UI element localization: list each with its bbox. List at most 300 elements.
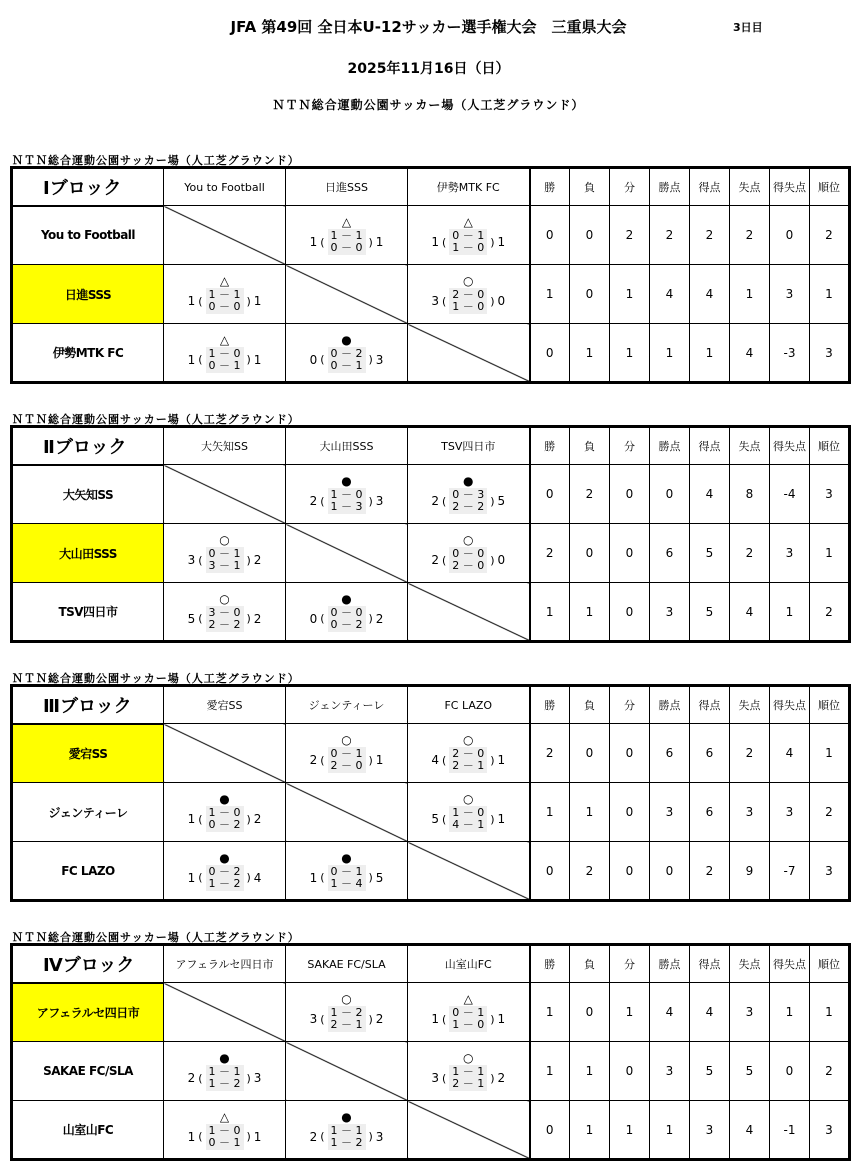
match-result bbox=[164, 333, 285, 373]
stat-value: 1 bbox=[610, 1101, 650, 1160]
score-total-right: 1 bbox=[375, 235, 384, 249]
score-total-left: 1 bbox=[309, 235, 318, 249]
header-team-name: 日進SSS bbox=[286, 168, 408, 206]
table-row bbox=[12, 206, 850, 265]
stat-value: 2 bbox=[690, 206, 730, 265]
stat-header: 得失点 bbox=[770, 945, 810, 983]
score-total-right: 3 bbox=[375, 494, 384, 508]
score-line bbox=[188, 806, 262, 832]
first-half-score: 0 － 3 bbox=[452, 488, 485, 501]
score-total-left: 0 bbox=[309, 352, 318, 367]
diagonal-cell bbox=[164, 206, 286, 265]
block-venue-label: ＮＴＮ総合運動公園サッカー場（人工芝グラウンド） bbox=[12, 413, 300, 426]
stat-value: 1 bbox=[610, 324, 650, 383]
first-half-score: 0 － 1 bbox=[330, 747, 363, 760]
first-half-score: 1 － 1 bbox=[208, 288, 241, 301]
half-scores bbox=[328, 347, 366, 373]
match-result bbox=[408, 992, 529, 1032]
block-table-4 bbox=[10, 943, 851, 1161]
diagonal-cell bbox=[164, 983, 286, 1042]
match-cell bbox=[408, 265, 530, 324]
first-half-score: 1 － 0 bbox=[330, 488, 363, 501]
stat-value: 9 bbox=[730, 842, 770, 901]
stat-header: 負 bbox=[570, 168, 610, 206]
stat-value: 3 bbox=[730, 983, 770, 1042]
score-total-left: 3 bbox=[309, 1012, 318, 1026]
match-cell bbox=[286, 724, 408, 783]
score-total-right: 3 bbox=[375, 1129, 384, 1144]
score-total-right: 1 bbox=[497, 235, 506, 249]
paren-open: ( bbox=[441, 494, 447, 508]
stat-value: 1 bbox=[530, 783, 570, 842]
paren-open: ( bbox=[320, 235, 325, 249]
stat-value: 5 bbox=[690, 1042, 730, 1101]
score-total-right: 4 bbox=[253, 870, 262, 885]
second-half-score: 2 － 2 bbox=[208, 617, 241, 631]
stat-header: 順位 bbox=[810, 427, 850, 465]
diagonal-cell bbox=[408, 1101, 530, 1160]
first-half-score: 1 － 0 bbox=[452, 806, 485, 819]
first-half-score: 1 － 1 bbox=[330, 1123, 363, 1137]
stat-value: 1 bbox=[690, 324, 730, 383]
diagonal-cell bbox=[408, 324, 530, 383]
match-cell bbox=[286, 842, 408, 901]
result-mark: ○ bbox=[219, 591, 230, 606]
stat-value: 1 bbox=[810, 983, 850, 1042]
team-name: FC LAZO bbox=[12, 842, 164, 901]
half-scores bbox=[449, 806, 487, 832]
paren-close: ) bbox=[368, 753, 373, 767]
paren-open: ( bbox=[441, 812, 447, 826]
stat-value: 3 bbox=[770, 783, 810, 842]
second-half-score: 0 － 1 bbox=[208, 358, 241, 372]
paren-close: ) bbox=[246, 812, 251, 826]
result-mark: ● bbox=[341, 332, 352, 347]
result-mark: ● bbox=[463, 474, 474, 488]
score-line bbox=[310, 347, 384, 373]
result-mark: ○ bbox=[341, 992, 352, 1006]
paren-open: ( bbox=[441, 553, 447, 567]
header-team-name: FC LAZO bbox=[408, 686, 530, 724]
stat-value: 4 bbox=[690, 465, 730, 524]
paren-close: ) bbox=[246, 553, 251, 567]
match-result bbox=[164, 592, 285, 632]
match-cell bbox=[164, 583, 286, 642]
stat-value: 0 bbox=[610, 1042, 650, 1101]
stat-value: 3 bbox=[770, 265, 810, 324]
stat-header: 勝点 bbox=[650, 427, 690, 465]
stat-value: 0 bbox=[530, 842, 570, 901]
team-name: SAKAE FC/SLA bbox=[12, 1042, 164, 1101]
result-mark: △ bbox=[341, 215, 352, 229]
match-cell bbox=[164, 324, 286, 383]
stat-value: 0 bbox=[610, 465, 650, 524]
half-scores bbox=[328, 1006, 366, 1032]
paren-close: ) bbox=[490, 1012, 495, 1026]
stat-value: 0 bbox=[610, 524, 650, 583]
stat-value: 0 bbox=[610, 724, 650, 783]
second-half-score: 0 － 2 bbox=[330, 617, 363, 631]
match-result bbox=[164, 1051, 285, 1091]
stat-value: 1 bbox=[570, 1042, 610, 1101]
half-scores bbox=[449, 1006, 487, 1032]
stat-value: 1 bbox=[570, 583, 610, 642]
match-result bbox=[286, 215, 407, 255]
score-total-left: 2 bbox=[309, 753, 318, 767]
stat-value: 1 bbox=[810, 265, 850, 324]
stat-value: 2 bbox=[650, 206, 690, 265]
diagonal-cell bbox=[286, 1042, 408, 1101]
score-line bbox=[431, 806, 505, 832]
match-result bbox=[286, 992, 407, 1032]
half-scores bbox=[206, 288, 244, 314]
match-result bbox=[408, 474, 529, 514]
stat-value: 1 bbox=[810, 724, 850, 783]
first-half-score: 0 － 0 bbox=[452, 547, 485, 560]
stat-value: 3 bbox=[810, 1101, 850, 1160]
match-result bbox=[164, 274, 285, 314]
score-line bbox=[431, 488, 505, 514]
team-name: 日進SSS bbox=[12, 265, 164, 324]
match-cell bbox=[286, 583, 408, 642]
score-total-right: 3 bbox=[253, 1071, 262, 1085]
paren-open: ( bbox=[198, 1071, 203, 1085]
stat-header: 分 bbox=[610, 168, 650, 206]
second-half-score: 0 － 1 bbox=[208, 1135, 241, 1149]
first-half-score: 0 － 1 bbox=[330, 864, 363, 878]
match-cell bbox=[408, 724, 530, 783]
block-header-row bbox=[12, 686, 850, 724]
table-row bbox=[12, 1042, 850, 1101]
match-cell bbox=[164, 1042, 286, 1101]
result-mark: ○ bbox=[219, 533, 230, 547]
stat-value: 8 bbox=[730, 465, 770, 524]
stat-value: 2 bbox=[530, 724, 570, 783]
team-name: TSV四日市 bbox=[12, 583, 164, 642]
match-result bbox=[164, 533, 285, 573]
half-scores bbox=[328, 229, 366, 255]
score-total-left: 3 bbox=[187, 553, 196, 567]
paren-open: ( bbox=[198, 353, 203, 366]
score-line bbox=[310, 606, 384, 632]
result-mark: ● bbox=[341, 474, 352, 488]
paren-close: ) bbox=[368, 871, 373, 884]
second-half-score: 2 － 2 bbox=[452, 500, 485, 513]
paren-close: ) bbox=[490, 753, 495, 767]
first-half-score: 0 － 1 bbox=[208, 547, 241, 560]
paren-close: ) bbox=[246, 1130, 251, 1143]
score-line bbox=[188, 347, 262, 373]
first-half-score: 1 － 1 bbox=[330, 229, 363, 242]
score-total-left: 2 bbox=[187, 1071, 196, 1085]
half-scores bbox=[328, 606, 366, 632]
header-team-name: 大矢知SS bbox=[164, 427, 286, 465]
second-half-score: 1 － 2 bbox=[208, 876, 241, 890]
match-result bbox=[286, 1110, 407, 1150]
stat-value: 2 bbox=[570, 842, 610, 901]
score-total-left: 1 bbox=[187, 352, 196, 367]
first-half-score: 0 － 1 bbox=[452, 1006, 485, 1019]
result-mark: ● bbox=[219, 850, 230, 865]
team-name: 大矢知SS bbox=[12, 465, 164, 524]
table-row bbox=[12, 583, 850, 642]
paren-open: ( bbox=[198, 871, 203, 884]
stat-value: 1 bbox=[570, 783, 610, 842]
second-half-score: 4 － 1 bbox=[452, 818, 485, 831]
second-half-score: 0 － 0 bbox=[208, 300, 241, 313]
match-result bbox=[164, 1110, 285, 1150]
paren-close: ) bbox=[368, 235, 373, 249]
paren-open: ( bbox=[320, 1012, 325, 1026]
second-half-score: 2 － 1 bbox=[330, 1018, 363, 1031]
diagonal-cell bbox=[286, 524, 408, 583]
stat-value: 3 bbox=[810, 465, 850, 524]
paren-open: ( bbox=[320, 494, 325, 508]
stat-value: 4 bbox=[770, 724, 810, 783]
table-row bbox=[12, 1101, 850, 1160]
stat-value: 0 bbox=[650, 842, 690, 901]
first-half-score: 1 － 2 bbox=[330, 1006, 363, 1019]
match-cell bbox=[164, 783, 286, 842]
stat-header: 勝点 bbox=[650, 168, 690, 206]
stat-header: 失点 bbox=[730, 686, 770, 724]
score-line bbox=[188, 865, 262, 891]
match-result bbox=[286, 333, 407, 373]
score-total-right: 0 bbox=[497, 553, 506, 567]
half-scores bbox=[206, 1065, 244, 1091]
half-scores bbox=[449, 488, 487, 514]
half-scores bbox=[206, 547, 244, 573]
stat-value: 5 bbox=[730, 1042, 770, 1101]
stat-header: 順位 bbox=[810, 945, 850, 983]
second-half-score: 1 － 0 bbox=[452, 241, 485, 254]
score-total-right: 0 bbox=[497, 294, 506, 308]
score-line bbox=[310, 865, 384, 891]
stat-header: 順位 bbox=[810, 168, 850, 206]
match-result bbox=[408, 215, 529, 255]
match-result bbox=[408, 1051, 529, 1091]
score-line bbox=[431, 229, 505, 255]
paren-close: ) bbox=[490, 1071, 495, 1085]
table-row bbox=[12, 724, 850, 783]
match-cell bbox=[286, 465, 408, 524]
stat-value: 0 bbox=[530, 206, 570, 265]
stat-value: 2 bbox=[810, 1042, 850, 1101]
paren-close: ) bbox=[368, 353, 373, 366]
first-half-score: 0 － 1 bbox=[452, 229, 485, 242]
stat-value: 1 bbox=[530, 265, 570, 324]
score-line bbox=[188, 1124, 262, 1150]
match-cell bbox=[164, 524, 286, 583]
stat-value: 1 bbox=[770, 983, 810, 1042]
table-row bbox=[12, 783, 850, 842]
stat-header: 負 bbox=[570, 686, 610, 724]
score-total-left: 2 bbox=[431, 553, 439, 567]
first-half-score: 0 － 0 bbox=[330, 605, 363, 619]
paren-open: ( bbox=[198, 294, 203, 308]
stat-value: 6 bbox=[690, 724, 730, 783]
match-result bbox=[286, 592, 407, 632]
stat-value: 2 bbox=[570, 465, 610, 524]
match-cell bbox=[408, 524, 530, 583]
score-line bbox=[188, 606, 262, 632]
stat-value: 6 bbox=[650, 724, 690, 783]
score-total-left: 1 bbox=[431, 1012, 439, 1026]
score-line bbox=[310, 1006, 384, 1032]
stat-header: 失点 bbox=[730, 168, 770, 206]
stat-value: 6 bbox=[690, 783, 730, 842]
stat-value: -7 bbox=[770, 842, 810, 901]
result-mark: ● bbox=[341, 1109, 352, 1124]
stat-value: 1 bbox=[610, 265, 650, 324]
stat-value: 3 bbox=[770, 524, 810, 583]
paren-open: ( bbox=[320, 871, 325, 884]
second-half-score: 1 － 0 bbox=[452, 300, 485, 313]
stat-value: 5 bbox=[690, 583, 730, 642]
diagonal-cell bbox=[408, 583, 530, 642]
paren-close: ) bbox=[246, 294, 251, 308]
stat-header: 負 bbox=[570, 427, 610, 465]
diagonal-cell bbox=[286, 783, 408, 842]
stat-value: 0 bbox=[770, 1042, 810, 1101]
score-total-left: 3 bbox=[431, 1071, 439, 1085]
stat-header: 得失点 bbox=[770, 168, 810, 206]
paren-close: ) bbox=[246, 612, 251, 625]
second-half-score: 1 － 2 bbox=[208, 1077, 241, 1090]
stat-value: 1 bbox=[530, 583, 570, 642]
stat-value: 2 bbox=[730, 724, 770, 783]
paren-open: ( bbox=[441, 235, 447, 249]
stat-value: 0 bbox=[570, 265, 610, 324]
stat-value: 3 bbox=[650, 783, 690, 842]
result-mark: △ bbox=[219, 332, 230, 347]
stat-value: 3 bbox=[690, 1101, 730, 1160]
first-half-score: 1 － 0 bbox=[208, 1123, 241, 1137]
score-total-right: 2 bbox=[497, 1071, 506, 1085]
stat-value: 0 bbox=[570, 724, 610, 783]
paren-open: ( bbox=[198, 612, 203, 625]
score-total-left: 1 bbox=[187, 294, 196, 308]
team-name: 伊勢MTK FC bbox=[12, 324, 164, 383]
match-result bbox=[408, 274, 529, 314]
match-result bbox=[286, 851, 407, 891]
score-total-left: 2 bbox=[309, 1129, 318, 1144]
stat-value: 0 bbox=[530, 465, 570, 524]
score-total-left: 1 bbox=[187, 1129, 196, 1144]
paren-close: ) bbox=[490, 494, 495, 508]
stat-value: -1 bbox=[770, 1101, 810, 1160]
paren-close: ) bbox=[490, 235, 495, 249]
table-row bbox=[12, 842, 850, 901]
table-row bbox=[12, 465, 850, 524]
header-team-name: 愛宕SS bbox=[164, 686, 286, 724]
score-line bbox=[310, 488, 384, 514]
half-scores bbox=[328, 865, 366, 891]
second-half-score: 2 － 0 bbox=[330, 759, 363, 772]
paren-close: ) bbox=[490, 553, 495, 567]
paren-close: ) bbox=[246, 871, 251, 884]
stat-value: 3 bbox=[650, 583, 690, 642]
score-total-right: 3 bbox=[375, 352, 384, 367]
stat-value: 3 bbox=[810, 842, 850, 901]
stat-value: 1 bbox=[770, 583, 810, 642]
result-mark: ● bbox=[341, 591, 352, 606]
score-total-left: 4 bbox=[431, 753, 439, 767]
half-scores bbox=[206, 606, 244, 632]
stat-value: 4 bbox=[730, 1101, 770, 1160]
stat-value: 3 bbox=[730, 783, 770, 842]
second-half-score: 0 － 2 bbox=[208, 818, 241, 831]
stat-header: 勝点 bbox=[650, 945, 690, 983]
score-total-right: 1 bbox=[497, 753, 506, 767]
table-row bbox=[12, 265, 850, 324]
stat-header: 勝 bbox=[530, 686, 570, 724]
block-name: Ⅰブロック bbox=[12, 168, 164, 206]
half-scores bbox=[449, 547, 487, 573]
score-line bbox=[310, 747, 384, 773]
header-team-name: TSV四日市 bbox=[408, 427, 530, 465]
half-scores bbox=[206, 347, 244, 373]
block-venue-label: ＮＴＮ総合運動公園サッカー場（人工芝グラウンド） bbox=[12, 672, 300, 685]
stat-value: 2 bbox=[810, 783, 850, 842]
score-total-right: 2 bbox=[375, 611, 384, 626]
diagonal-cell bbox=[286, 265, 408, 324]
score-line bbox=[188, 547, 262, 573]
stat-value: 4 bbox=[650, 983, 690, 1042]
header-team-name: 大山田SSS bbox=[286, 427, 408, 465]
score-total-left: 2 bbox=[309, 494, 318, 508]
match-cell bbox=[408, 1042, 530, 1101]
header-team-name: You to Football bbox=[164, 168, 286, 206]
diagonal-cell bbox=[164, 724, 286, 783]
paren-close: ) bbox=[246, 353, 251, 366]
score-total-left: 5 bbox=[187, 611, 196, 626]
match-result bbox=[286, 733, 407, 773]
score-line bbox=[431, 288, 505, 314]
stat-header: 勝 bbox=[530, 168, 570, 206]
score-line bbox=[188, 288, 262, 314]
score-total-right: 2 bbox=[253, 553, 262, 567]
stat-value: 2 bbox=[610, 206, 650, 265]
paren-open: ( bbox=[320, 1130, 325, 1143]
result-mark: ○ bbox=[463, 733, 474, 747]
match-result bbox=[408, 733, 529, 773]
team-name: 愛宕SS bbox=[12, 724, 164, 783]
score-total-left: 1 bbox=[431, 235, 439, 249]
second-half-score: 2 － 1 bbox=[452, 1077, 485, 1090]
score-total-right: 2 bbox=[253, 812, 262, 826]
stat-value: -3 bbox=[770, 324, 810, 383]
second-half-score: 0 － 1 bbox=[330, 358, 363, 372]
table-row bbox=[12, 524, 850, 583]
score-total-right: 5 bbox=[497, 494, 506, 508]
team-name: 山室山FC bbox=[12, 1101, 164, 1160]
half-scores bbox=[206, 806, 244, 832]
header-team-name: ジェンティーレ bbox=[286, 686, 408, 724]
stat-value: 2 bbox=[730, 206, 770, 265]
score-line bbox=[431, 747, 505, 773]
paren-open: ( bbox=[198, 1130, 203, 1143]
team-name: 大山田SSS bbox=[12, 524, 164, 583]
stat-value: 0 bbox=[570, 206, 610, 265]
diagonal-cell bbox=[408, 842, 530, 901]
stat-header: 失点 bbox=[730, 945, 770, 983]
stat-header: 得失点 bbox=[770, 686, 810, 724]
match-cell bbox=[286, 983, 408, 1042]
block-name: Ⅲブロック bbox=[12, 686, 164, 724]
paren-open: ( bbox=[320, 353, 325, 366]
stat-value: 0 bbox=[610, 583, 650, 642]
